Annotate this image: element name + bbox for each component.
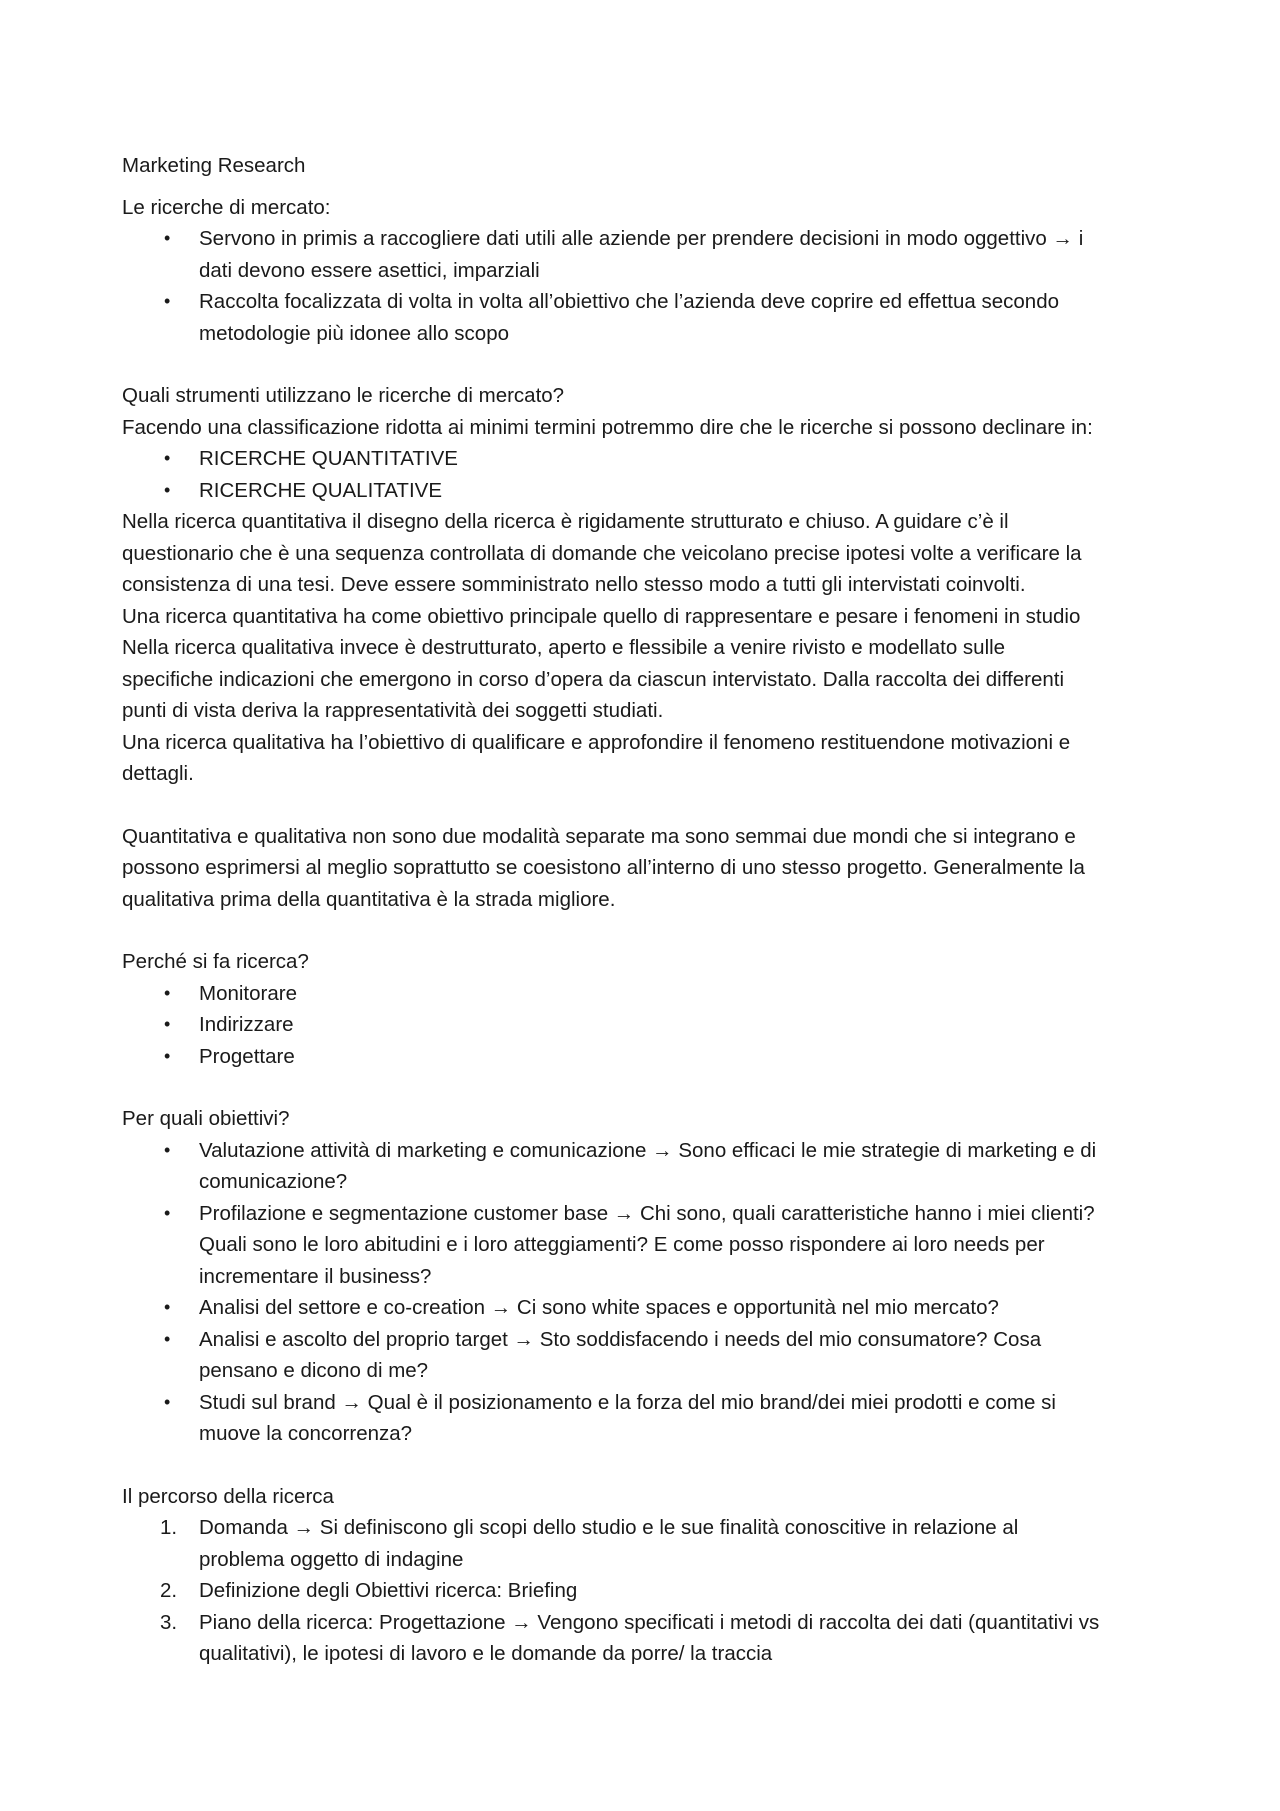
list-item: • Analisi del settore e co-creation → Ci sono white spaces e opportunità nel mio mercato?: [122, 1292, 1172, 1324]
bullet-icon: •: [164, 982, 171, 1003]
list-item: 3. Piano della ricerca: Progettazione → Vengono specificati i metodi di raccolta dei dati (quantitativi vs qualitativi), le ipotesi di lavoro e le domande da porre/ la traccia: [122, 1607, 1172, 1670]
section2-question: Quali strumenti utilizzano le ricerche di mercato?: [122, 384, 565, 407]
list-item: 2. Definizione degli Obiettivi ricerca: Briefing: [122, 1575, 1172, 1607]
section6-steps: [122, 1512, 1172, 1670]
list-item: • Progettare: [122, 1041, 1172, 1073]
section4-list: [122, 978, 1172, 1073]
bullet-icon: •: [164, 1391, 171, 1412]
section2-paragraph: Nella ricerca quantitativa il disegno della ricerca è rigidamente strutturato e chiuso. A guidare c’è il questionario che è una sequenza controllata di domande che veicolano precise ipotesi volte a verificare la consistenza di una tesi. Deve essere somministrato nello stesso modo a tutti gli intervistati coinvolti. Una ricerca quantitativa ha come obiettivo principale quello di rappresentare e pesare i fenomeni in studio Nella ricerca qualitativa invece è destrutturato, aperto e flessibile a venire rivisto e modellato sulle specifiche indicazioni che emergono in corso d’opera da ciascun intervistato. Dalla raccolta dei differenti punti di vista deriva la rappresentatività dei soggetti studiati. Una ricerca qualitativa ha l’obiettivo di qualificare e approfondire il fenomeno restituendone motivazioni e dettagli.: [122, 510, 1082, 785]
step-number: 1.: [160, 1516, 178, 1539]
list-item: • RICERCHE QUALITATIVE: [122, 475, 1172, 507]
list-item: • Monitorare: [122, 978, 1172, 1010]
document-page: [122, 150, 1172, 1670]
section4-question: Perché si fa ricerca?: [122, 950, 309, 973]
list-item: • Valutazione attività di marketing e comunicazione → Sono efficaci le mie strategie di marketing e di comunicazione?: [122, 1135, 1172, 1198]
step-number: 3.: [160, 1610, 178, 1634]
section1-intro: Le ricerche di mercato:: [122, 195, 331, 219]
list-item: 1. Domanda → Si definiscono gli scopi dello studio e le sue finalità conoscitive in relazione al problema oggetto di indagine: [122, 1512, 1172, 1575]
section2-lead: Facendo una classificazione ridotta ai minimi termini potremmo dire che le ricerche si possono declinare in:: [122, 415, 1093, 439]
section2-list: [122, 443, 1172, 506]
list-item: • Servono in primis a raccogliere dati utili alle aziende per prendere decisioni in modo oggettivo → i dati devono essere asettici, imparziali: [122, 223, 1172, 286]
section1-list: [122, 223, 1172, 349]
section5-question: Per quali obiettivi?: [122, 1107, 290, 1130]
bullet-icon: •: [164, 1139, 171, 1160]
list-item: • Indirizzare: [122, 1009, 1172, 1041]
bullet-icon: •: [164, 1014, 171, 1034]
list-item: • Profilazione e segmentazione customer base → Chi sono, quali caratteristiche hanno i miei clienti? Quali sono le loro abitudini e i loro atteggiamenti? E come posso rispondere ai loro needs per incrementare il business?: [122, 1198, 1172, 1293]
bullet-icon: •: [164, 1045, 171, 1066]
list-item: • Analisi e ascolto del proprio target → Sto soddisfacendo i needs del mio consumatore? Cosa pensano e dicono di me?: [122, 1324, 1172, 1387]
document-title: Marketing Research: [122, 154, 306, 177]
bullet-icon: •: [164, 1328, 171, 1349]
bullet-icon: •: [164, 291, 171, 311]
bullet-icon: •: [164, 228, 171, 248]
section6-heading: Il percorso della ricerca: [122, 1484, 334, 1508]
section3-paragraph: Quantitativa e qualitativa non sono due modalità separate ma sono semmai due mondi che si integrano e possono esprimersi al meglio soprattutto se coesistono all’interno di uno stesso progetto. Generalmente la qualitativa prima della quantitativa è la strada migliore.: [122, 824, 1085, 911]
list-item: • RICERCHE QUANTITATIVE: [122, 443, 1172, 475]
bullet-icon: •: [164, 1297, 171, 1317]
bullet-icon: •: [164, 1202, 171, 1223]
step-number: 2.: [160, 1579, 178, 1602]
section5-list: [122, 1135, 1172, 1450]
list-item: • Raccolta focalizzata di volta in volta all’obiettivo che l’azienda deve coprire ed effettua secondo metodologie più idonee allo scopo: [122, 286, 1172, 349]
list-item: • Studi sul brand → Qual è il posizionamento e la forza del mio brand/dei miei prodotti e come si muove la concorrenza?: [122, 1387, 1172, 1450]
bullet-icon: •: [164, 448, 171, 468]
bullet-icon: •: [164, 479, 171, 500]
